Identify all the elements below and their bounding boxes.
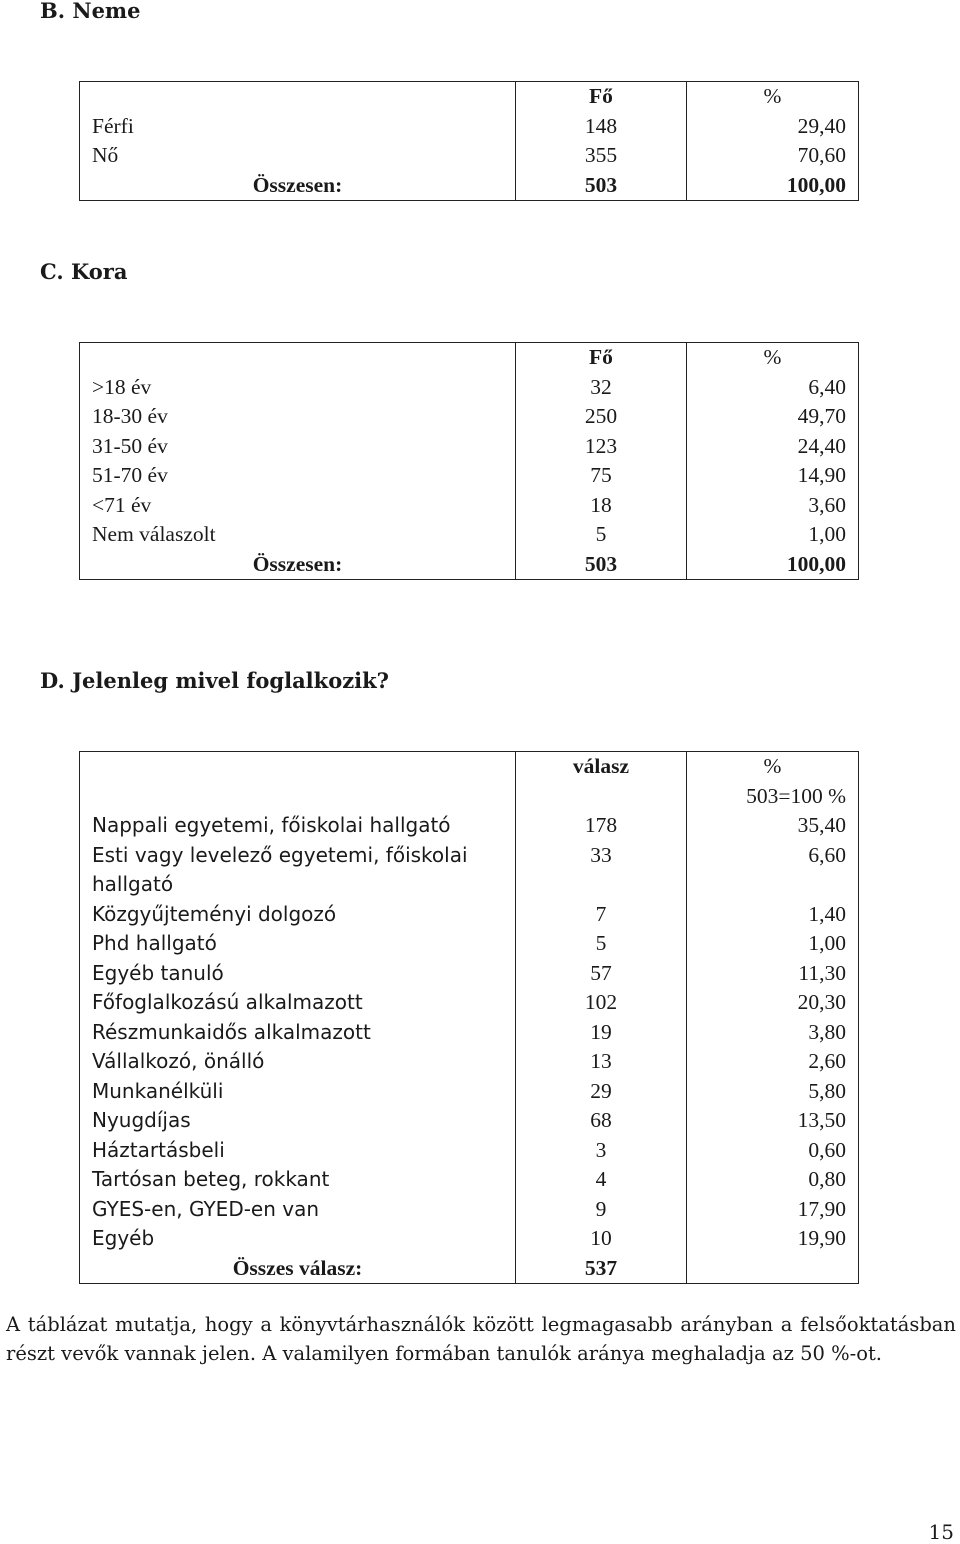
row-percent: 14,90 [687,461,859,491]
row-count: 250 [516,402,687,432]
table-row [80,402,859,432]
table-row [80,1136,859,1166]
table-row [80,1224,859,1254]
row-label: Egyéb tanuló [80,959,516,989]
age-table [79,342,859,580]
row-count: 3 [516,1136,687,1166]
total-percent [687,1254,859,1284]
row-count: 123 [516,432,687,462]
table-row [80,1195,859,1225]
row-label: Tartósan beteg, rokkant [80,1165,516,1195]
row-count: 10 [516,1224,687,1254]
total-count: 503 [516,171,687,201]
row-label: Vállalkozó, önálló [80,1047,516,1077]
table-header-count: Fő [516,343,687,373]
row-label: Munkanélküli [80,1077,516,1107]
row-percent: 1,40 [687,900,859,930]
row-count: 5 [516,929,687,959]
row-label: Nyugdíjas [80,1106,516,1136]
table-header-empty [80,343,516,373]
row-percent: 1,00 [687,520,859,550]
row-label: Közgyűjteményi dolgozó [80,900,516,930]
row-percent: 35,40 [687,811,859,841]
row-label: Férfi [80,112,516,142]
table-header-row [80,752,859,812]
row-count: 75 [516,461,687,491]
row-percent: 0,60 [687,1136,859,1166]
table-header-empty [80,82,516,112]
row-percent: 11,30 [687,959,859,989]
table-row [80,900,859,930]
gender-table [79,81,859,201]
occupation-table [79,751,859,1284]
total-label: Összesen: [80,171,516,201]
row-count: 148 [516,112,687,142]
row-label: <71 év [80,491,516,521]
row-count: 355 [516,141,687,171]
total-label: Összes válasz: [80,1254,516,1284]
table-row [80,1106,859,1136]
row-label: 51-70 év [80,461,516,491]
row-label: Részmunkaidős alkalmazott [80,1018,516,1048]
total-percent: 100,00 [687,550,859,580]
row-percent: 13,50 [687,1106,859,1136]
table-header-count: Fő [516,82,687,112]
row-percent: 24,40 [687,432,859,462]
row-count: 68 [516,1106,687,1136]
table-header-empty [80,752,516,812]
row-percent: 1,00 [687,929,859,959]
table-row [80,811,859,841]
row-percent: 6,40 [687,373,859,403]
section-c-heading: C. Kora [40,259,128,284]
row-label: >18 év [80,373,516,403]
row-count: 9 [516,1195,687,1225]
table-row [80,1047,859,1077]
table-header-count: válasz [516,752,687,812]
table-header-percent-main: % [763,754,782,778]
row-label: 31-50 év [80,432,516,462]
table-row [80,1018,859,1048]
row-percent: 70,60 [687,141,859,171]
section-d-heading: D. Jelenleg mivel foglalkozik? [40,668,389,693]
row-count: 32 [516,373,687,403]
row-percent: 19,90 [687,1224,859,1254]
table-header-row [80,343,859,373]
row-percent: 17,90 [687,1195,859,1225]
table-row [80,141,859,171]
row-count: 18 [516,491,687,521]
total-label: Összesen: [80,550,516,580]
row-percent: 3,80 [687,1018,859,1048]
table-row [80,1077,859,1107]
table-total-row [80,550,859,580]
table-header-row [80,82,859,112]
table-header-percent [687,752,859,812]
row-label: Phd hallgató [80,929,516,959]
table-total-row [80,1254,859,1284]
table-row [80,841,859,900]
row-label: Nő [80,141,516,171]
row-count: 5 [516,520,687,550]
row-count: 4 [516,1165,687,1195]
total-count: 503 [516,550,687,580]
row-percent: 29,40 [687,112,859,142]
total-percent: 100,00 [687,171,859,201]
table-row [80,461,859,491]
total-count: 537 [516,1254,687,1284]
row-count: 29 [516,1077,687,1107]
row-percent: 3,60 [687,491,859,521]
table-row [80,520,859,550]
row-percent: 6,60 [687,841,859,900]
summary-paragraph: A táblázat mutatja, hogy a könyvtárhasználók között legmagasabb arányban a felsőoktatásban részt vevők vannak jelen. A valamilyen formában tanulók aránya meghaladja az 50 %-ot. [6,1313,956,1365]
table-row [80,959,859,989]
table-header-percent: % [687,82,859,112]
row-percent: 5,80 [687,1077,859,1107]
page-number: 15 [928,1520,954,1544]
row-label: 18-30 év [80,402,516,432]
row-label: Nem válaszolt [80,520,516,550]
row-label: Főfoglalkozású alkalmazott [80,988,516,1018]
row-count: 19 [516,1018,687,1048]
table-row [80,929,859,959]
table-header-percent-sub: 503=100 % [746,783,846,808]
row-label: GYES-en, GYED-en van [80,1195,516,1225]
section-b-heading: B. Neme [40,0,141,23]
row-label: Háztartásbeli [80,1136,516,1166]
table-row [80,988,859,1018]
row-count: 13 [516,1047,687,1077]
row-label: Nappali egyetemi, főiskolai hallgató [80,811,516,841]
table-header-percent: % [687,343,859,373]
row-percent: 2,60 [687,1047,859,1077]
row-label: Egyéb [80,1224,516,1254]
row-count: 178 [516,811,687,841]
row-count: 33 [516,841,687,900]
table-row [80,112,859,142]
row-count: 57 [516,959,687,989]
table-row [80,491,859,521]
table-row [80,373,859,403]
table-row [80,432,859,462]
row-label: Esti vagy levelező egyetemi, főiskolai hallgató [80,841,516,900]
row-percent: 20,30 [687,988,859,1018]
table-row [80,1165,859,1195]
row-percent: 49,70 [687,402,859,432]
row-count: 7 [516,900,687,930]
row-count: 102 [516,988,687,1018]
row-percent: 0,80 [687,1165,859,1195]
table-total-row [80,171,859,201]
